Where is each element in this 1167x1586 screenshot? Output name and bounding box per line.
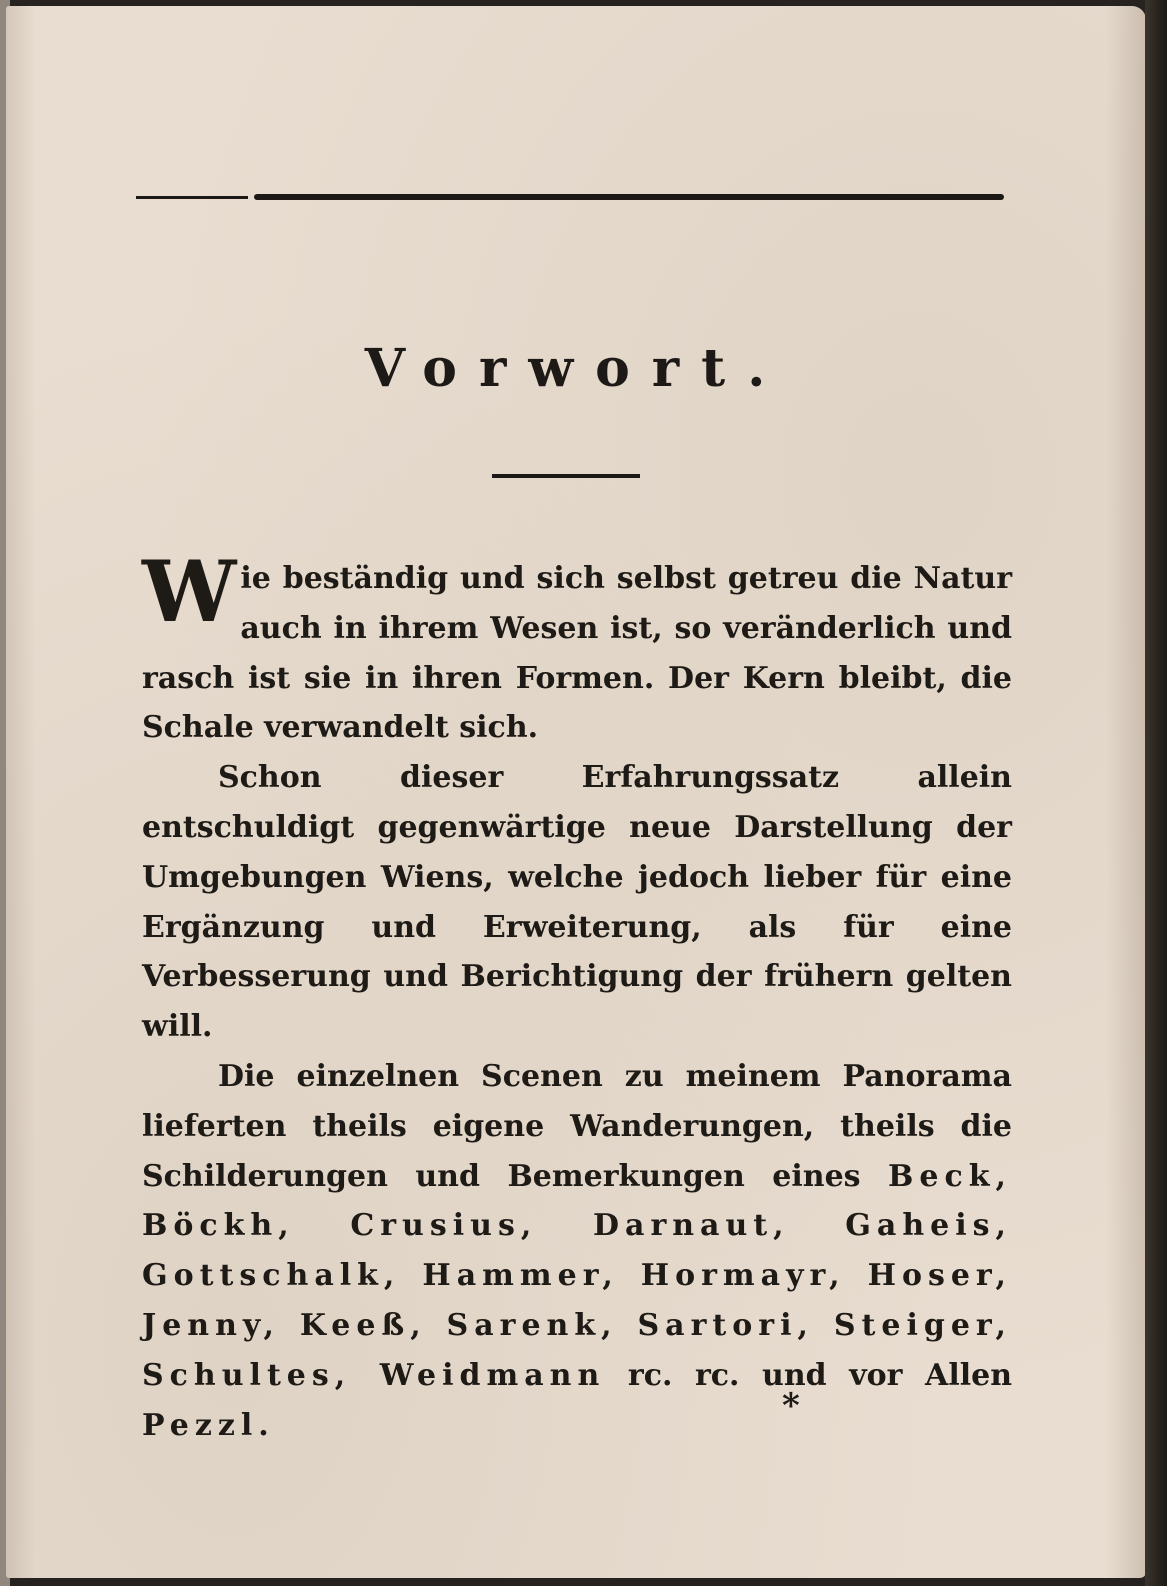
paragraph-2: Schon dieser Erfahrungssatz allein entschuldigt gegenwärtige neue Darstellung der Umgebungen Wiens, welche jedoch lieber für eine Ergänzung und Erweiterung, als für eine Verbesserung und Berichtigung der frühern gelten will. <box>142 760 1012 1045</box>
paragraph-3 <box>142 1052 1012 1450</box>
paragraph-1-text: ie beständig und sich selbst getreu die Natur auch in ihrem Wesen ist, so veränderlich und rasch ist sie in ihren Formen. Der Kern bleibt, die Schale verwandelt sich. <box>142 561 1012 746</box>
paragraph-3-intro: Die einzelnen Scenen zu meinem Panorama lieferten theils eigene Wanderungen, theils die Schilderungen und Bemerkungen eines <box>142 1058 1012 1194</box>
page-title: Vorwort. <box>364 338 788 399</box>
book-page <box>6 6 1146 1578</box>
signature-asterisk: * <box>782 1386 800 1426</box>
header-rule-thin <box>136 196 248 199</box>
author-list: Beck, Böckh, Crusius, Darnaut, Gaheis, Gottschalk, Hammer, Hormayr, Hoser, Jenny, Keeß, Sarenk, Sartori, Steiger, Schultes, Weidmann <box>142 1158 1012 1393</box>
paragraph-3-etc: rc. rc. und vor Allen <box>627 1357 1013 1393</box>
drop-cap: W <box>142 542 237 641</box>
final-author: Pezzl. <box>142 1407 275 1443</box>
title-underline <box>492 474 640 478</box>
paragraph-1 <box>142 542 1012 753</box>
preface-text <box>142 542 1013 1450</box>
header-rule-thick <box>254 194 1004 200</box>
header-rule <box>136 192 1004 202</box>
page-right-edge <box>1145 0 1167 1586</box>
